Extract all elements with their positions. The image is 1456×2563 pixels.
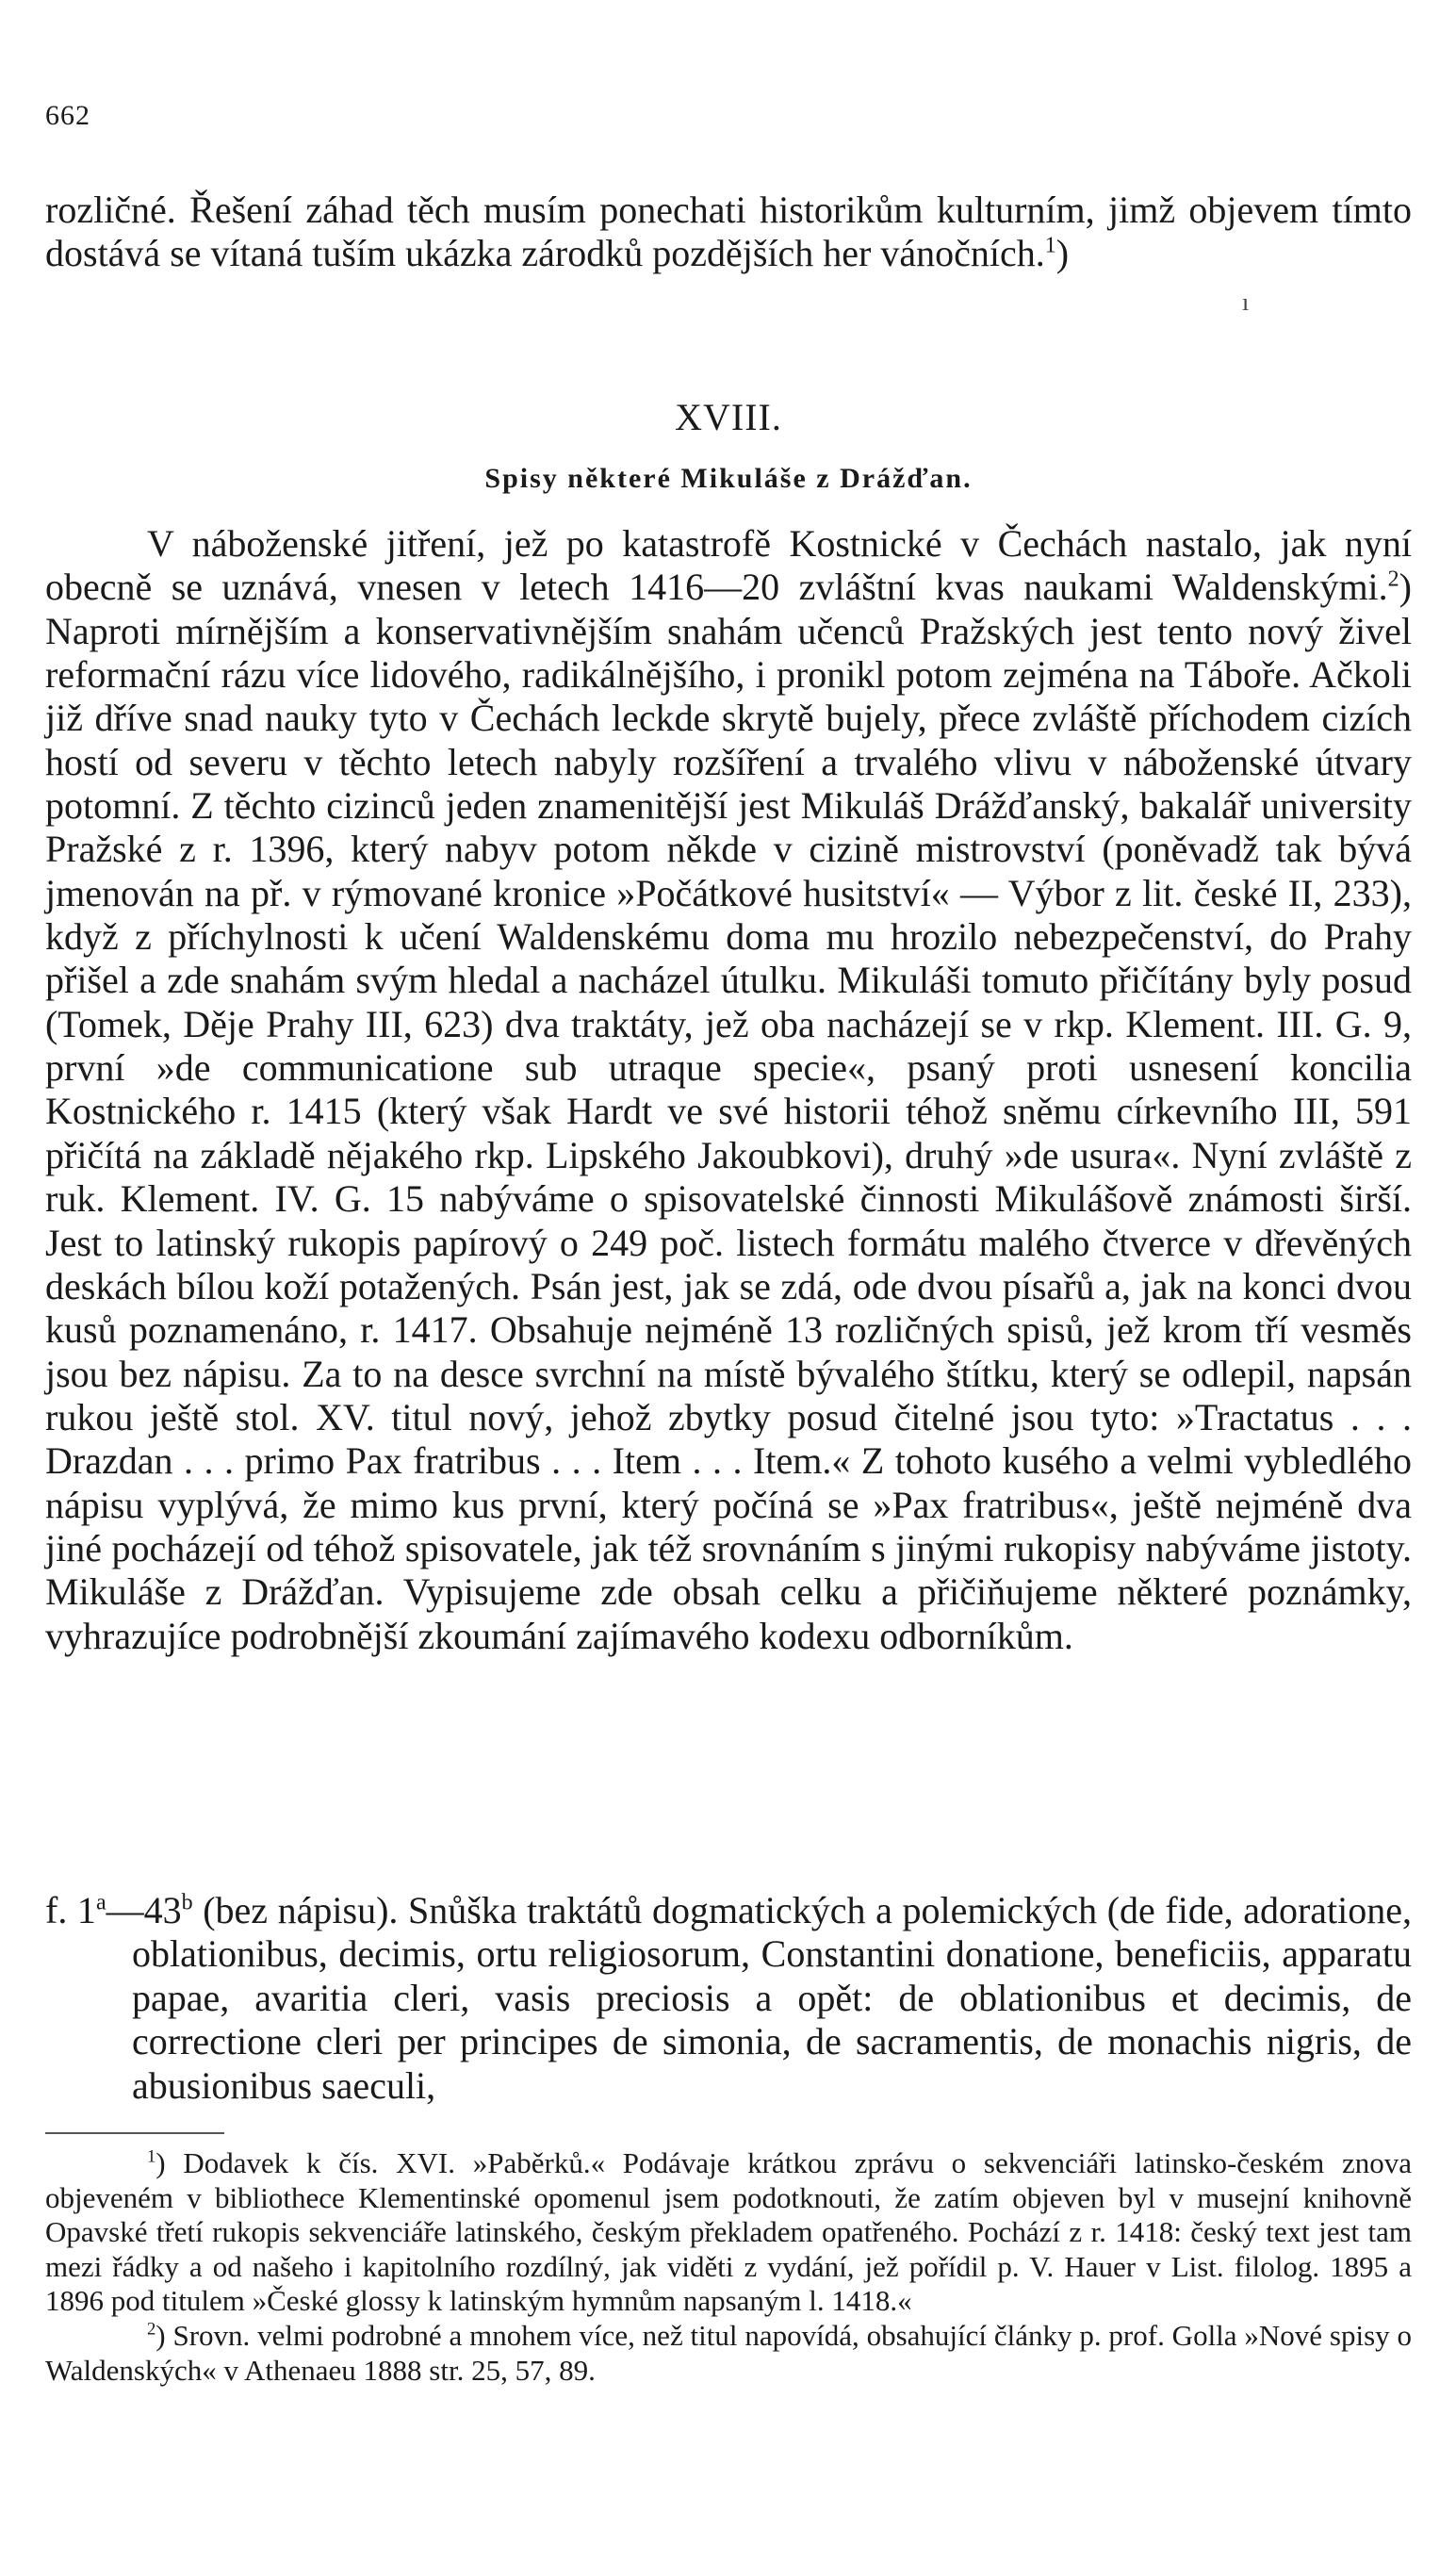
folio-end-sup: b (181, 1890, 193, 1915)
intro-block (45, 189, 1412, 319)
footnote-1-marker: 1 (147, 2146, 156, 2167)
footnote-2-text: ) Srovn. velmi podrobné a mnohem více, než titul napovídá, obsahující články p. prof. Golla »Nové spisy o Waldenských« v Athenaeu 1888 str. 25, 57, 89. (45, 2318, 1412, 2387)
footnote-ref-1[interactable]: 1 (1044, 234, 1056, 259)
intro-text: rozličné. Řešení záhad těch musím ponechati historikům kulturním, jimž objevem tímto dostává se vítaná tuším ukázka zárodků pozdějších her vánočních. (45, 189, 1412, 275)
folio-start-sup: a (95, 1890, 106, 1915)
footnote-ref-2[interactable]: 2 (1387, 567, 1399, 593)
folio-entry (45, 1889, 1412, 2108)
main-text-part2: ) Naproti mírnějším a konservativnějším snahám učenců Pražských jest tento nový živel reformační rázu více lidového, radikálnějšího, i pronikl potom zejména na Táboře. Ačkoli již dříve snad nauky tyto v Čechách leckde skrytě bujely, přece zvláště příchodem cizích hostí od severu v těchto letech nabyly rozšíření a trvalého vlivu v náboženské útvary potomní. Z těchto cizinců jeden znamenitější jest Mikuláš Drážďanský, bakalář university Pražské z r. 1396, který nabyv potom někde v cizině mistrovství (poněvadž tak bývá jmenován na př. v rýmované kronice »Počátkové husitství« — Výbor z lit. české II, 233), když z příchylnosti k učení Waldenskému doma mu hrozilo nebezpečenství, do Prahy přišel a zde snahám svým hledal a nacházel útulku. Mikuláši tomuto přičítány byly posud (Tomek, Děje Prahy III, 623) dva traktáty, jež oba nacházejí se v rkp. Klement. III. G. 9, první »de communicatione sub utraque specie«, psaný proti usnesení koncilia Kostnického r. 1415 (který však Hardt ve své historii téhož sněmu církevního III, 591 přičítá na základě nějakého rkp. Lipského Jakoubkovi), druhý »de usura«. Nyní zvláště z ruk. Klement. IV. G. 15 nabýváme o spisovatelské činnosti Mikulášově známosti širší. Jest to latinský rukopis papírový o 249 poč. listech formátu malého čtverce v dřevěných deskách bílou koží potažených. Psán jest, jak se zdá, ode dvou písařů a, jak na konci dvou kusů poznamenáno, r. 1417. Obsahuje nejméně 13 rozličných spisů, jež krom tří vesměs jsou bez nápisu. Za to na desce svrchní na místě bývalého štítku, který se odlepil, napsán rukou ještě stol. XV. titul nový, jehož zbytky posud čitelné jsou tyto: »Tractatus . . . Drazdan . . . primo Pax fratribus . . . Item . . . Item.« Z tohoto kusého a velmi vybledlého nápisu vyplývá, že mimo kus první, který počíná se »Pax fratribus«, ještě nejméně dva jiné pocházejí od téhož spisovatele, jak též srovnáním s jinými rukopisy nabýváme jistoty. Mikuláše z Drážďan. Vypisujeme zde obsah celku a přičiňujeme některé poznámky, vyhrazujíce podrobnější zkoumání zajímavého kodexu odborníkům. (45, 566, 1412, 1657)
section-numeral: XVIII. (675, 396, 782, 438)
main-paragraph (45, 522, 1412, 1658)
footnotes (45, 2146, 1412, 2388)
footnote-2-marker: 2 (147, 2319, 156, 2340)
folio-start: f. 1 (45, 1889, 96, 1931)
footnote-1-text: ) Dodavek k čís. XVI. »Paběrků.« Podávaje krátkou zprávu o sekvenciáři latinsko-českém znova objeveném v bibliothece Klementinské opomenul jsem podotknouti, že zatím objeven byl v musejní knihovně Opavské třetí rukopis sekvenciáře latinského, českým překladem opatřeného. Pochází z r. 1418: český text jest tam mezi řádky a od našeho i kapitolního rozdílný, jak viděti z vydání, jež pořídil p. V. Hauer v List. filolog. 1895 a 1896 pod titulem »České glossy k latinským hymnům napsaným l. 1418.« (45, 2146, 1412, 2318)
main-text-part1: V náboženské jitření, jež po katastrofě Kostnické v Čechách nastalo, jak nyní obecně se uznává, vnesen v letech 1416—20 zvláštní kvas naukami Waldenskými. (45, 522, 1412, 609)
page-number: 662 (45, 100, 90, 131)
folio-entry-text: (bez nápisu). Snůška traktátů dogmatických a polemických (de fide, adoratione, oblationibus, decimis, ortu religiosorum, Constantini donatione, beneficiis, apparatu papae, avaritia cleri, vasis preciosis a opět: de oblationibus et decimis, de correctione cleri per principes de simonia, de sacramentis, de monachis nigris, de abusionibus saeculi, (132, 1889, 1413, 2107)
intro-note-suffix: ) (1055, 232, 1070, 275)
folio-dash: —43 (106, 1889, 182, 1931)
footnote-2 (45, 2319, 1412, 2388)
intro-paragraph (45, 189, 1412, 319)
section-title: Spisy některé Mikuláše z Drážďan. (484, 463, 973, 494)
footnote-divider (45, 2132, 224, 2134)
stray-mark: ı (1242, 288, 1250, 316)
footnote-1 (45, 2146, 1412, 2319)
